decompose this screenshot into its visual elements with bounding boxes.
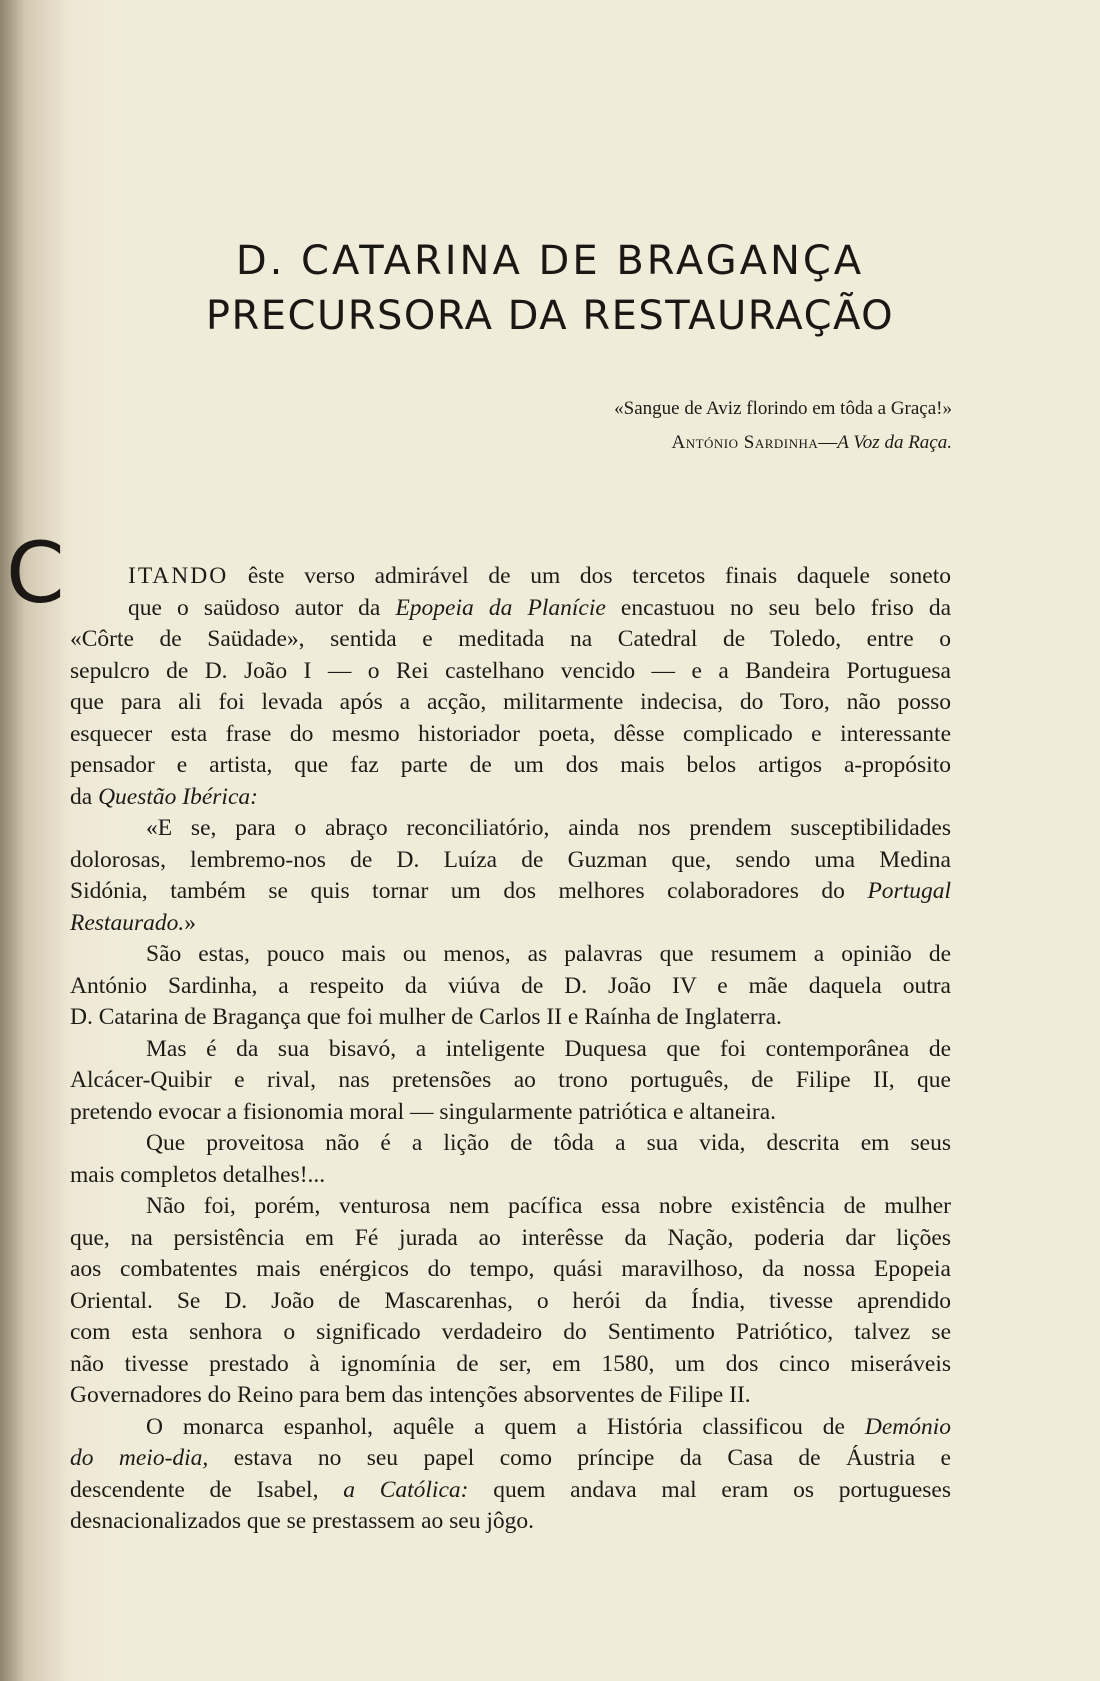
text-line: O monarca espanhol, aquêle a quem a História classificou de Demónio [146,1413,951,1440]
epigraph-work: A Voz da Raça. [837,432,952,453]
text-line: desnacionalizados que se prestassem ao seu jôgo. [70,1508,534,1534]
text-line: da Questão Ibérica: [70,783,258,810]
text-line: sepulcro de D. João I — o Rei castelhano vencido — e a Bandeira Portuguesa [70,657,951,684]
text-line: «E se, para o abraço reconciliatório, ainda nos prendem susceptibilidades [146,815,951,841]
text-line: Governadores do Reino para bem das intenções absorventes de Filipe II. [70,1382,751,1408]
text-line: Restaurado.» [70,909,196,936]
text-line: «Côrte de Saüdade», sentida e meditada na Catedral de Toledo, entre o [70,626,951,652]
text-line: que, na persistência em Fé jurada ao interêsse da Nação, poderia dar lições [70,1224,951,1251]
text-line: Sidónia, também se quis tornar um dos melhores colaboradores do Portugal [70,878,951,904]
text-line: António Sardinha, a respeito da viúva de D. João IV e mãe daquela outra [70,972,951,999]
drop-cap: C [6,524,65,622]
text-line: pretendo evocar a fisionomia moral — singularmente patriótica e altaneira. [70,1098,777,1125]
text-line: descendente de Isabel, a Católica: quem andava mal eram os portugueses [70,1476,951,1503]
text-line: não tivesse prestado à ignomínia de ser, em 1580, um dos cinco miseráveis [70,1350,951,1377]
text-line: que o saüdoso autor da Epopeia da Planície encastuou no seu belo friso da [128,594,952,621]
epigraph-quote: «Sangue de Aviz florindo em tôda a Graça!» [614,398,952,419]
text-line: Que proveitosa não é a lição de tôda a sua vida, descrita em seus [146,1130,951,1156]
text-line: que para ali foi levada após a acção, militarmente indecisa, do Toro, não posso [70,689,951,715]
text-line: aos combatentes mais enérgicos do tempo, quási maravilhoso, da nossa Epopeia [70,1256,951,1282]
text-line: D. Catarina de Bragança que foi mulher de Carlos II e Raínha de Inglaterra. [70,1004,782,1030]
text-line: ITANDO êste verso admirável de um dos tercetos finais daquele soneto [128,563,951,589]
epigraph-dash: — [818,432,838,453]
epigraph-attribution [671,432,952,454]
text-line: Não foi, porém, venturosa nem pacífica essa nobre existência de mulher [146,1193,951,1219]
text-line: esquecer esta frase do mesmo historiador poeta, dêsse complicado e interessante [70,720,951,747]
text-line: do meio-dia, estava no seu papel como príncipe da Casa de Áustria e [70,1445,951,1471]
body-text [70,561,951,1538]
text-line: pensador e artista, que faz parte de um dos mais belos artigos a-propósito [70,752,951,778]
text-line: Oriental. Se D. João de Mascarenhas, o herói da Índia, tivesse aprendido [70,1287,951,1314]
text-line: dolorosas, lembremo-nos de D. Luíza de Guzman que, sendo uma Medina [70,846,951,873]
text-line: Alcácer-Quibir e rival, nas pretensões ao trono português, de Filipe II, que [70,1067,951,1093]
title-line-2: PRECURSORA DA RESTAURAÇÃO [205,293,895,339]
text-line: mais completos detalhes!... [70,1161,326,1188]
text-line: São estas, pouco mais ou menos, as palavras que resumem a opinião de [146,941,951,967]
epigraph-author: António Sardinha [671,432,819,453]
title-line-1: D. CATARINA DE BRAGANÇA [235,238,865,284]
text-line: com esta senhora o significado verdadeiro do Sentimento Patriótico, talvez se [70,1319,951,1345]
text-line: Mas é da sua bisavó, a inteligente Duquesa que foi contemporânea de [146,1035,951,1062]
